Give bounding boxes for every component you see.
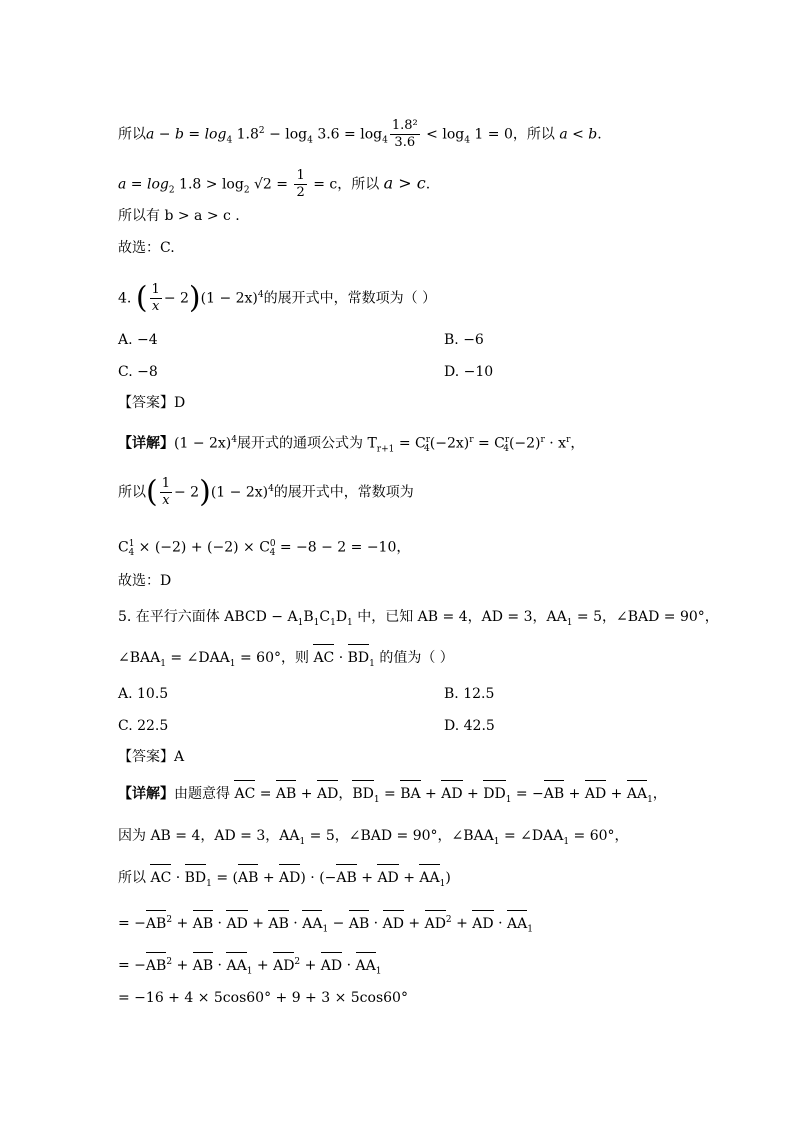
fraction: $\frac{\text{1.8²}}{3.6}$ — [391, 118, 418, 150]
q5-answer: 【答案】A — [118, 749, 185, 765]
solution-line-1: 所以$a - b = \log_4 1.8^2 - \log_4 3.6 = \log_4$ $\frac{\text{1.8²}}{3.6}$ < $\log_4 1 = 0$，所以 a < b. — [118, 118, 602, 150]
question-5-line-2: $\angle BAA_1$ = $\angle DAA_1 = 60^\circ$，则 AC · $BD_1$ 的值为（ ） — [118, 650, 454, 669]
q4-option-a: A. −4 — [118, 332, 158, 348]
q4-detail-1: 【详解】$(1 - 2x)^4$展开式的通项公式为 $T_{r+1} = C^r_4(-2x)^r = C^r_4(-2)^r \cdot x^r$， — [118, 435, 585, 455]
q5-option-b: B. 12.5 — [444, 686, 495, 702]
fraction: $\frac{1}{x}$ — [151, 282, 160, 314]
q4-option-c: C. −8 — [118, 364, 158, 380]
question-5-line-1: 5. 在平行六面体 ABCD − $A_1B_1C_1D_1$ 中，已知 AB = 4，AD = 3，$AA_1 = 5$，∠BAD = 90°， — [118, 609, 719, 628]
q4-detail-2: 所以( $\frac{1}{x}$ − $2)(1 - 2x)^4$的展开式中，常数项为 — [118, 474, 414, 510]
q5-option-d: D. 42.5 — [444, 718, 495, 734]
q4-detail-4: 故选：D — [118, 573, 172, 589]
q4-detail-3: $C^1_4 \times (-2) + (-2) \times C^0_4 = -8 - 2 = -10$， — [118, 539, 411, 559]
q5-detail-3: 所以 AC · $BD_1 = (AB + AD) \cdot (-AB$ + AD + $AA_1$) — [118, 870, 451, 889]
fraction: $\frac{1}{x}$ — [161, 476, 170, 508]
q5-detail-2: 因为 AB = 4，AD = 3，$AA_1 = 5$，∠BAD = 90°，$\angle BAA_1$ = $\angle DAA_1 = 60^\circ$， — [118, 828, 629, 847]
q4-option-d: D. −10 — [444, 364, 494, 380]
q5-detail-6: = −16 + 4 × 5cos60° + 9 + 3 × 5cos60° — [118, 990, 408, 1006]
solution-line-3: 所以有 b > a > c . — [118, 208, 240, 224]
q4-answer: 【答案】D — [118, 395, 186, 411]
solution-line-4: 故选：C. — [118, 240, 175, 256]
q5-detail-5: = $-AB^2$ + AB · $AA_1 + AD^2$ + AD · $AA_1$ — [118, 957, 382, 977]
q4-option-b: B. −6 — [444, 332, 484, 348]
solution-line-2: $a = \log_2 1.8 > \log_2 √2$ = $\frac{1}{2}$ = c，所以 a > c. — [118, 168, 431, 200]
q5-option-a: A. 10.5 — [118, 686, 169, 702]
fraction: $\frac{1}{2}$ — [296, 168, 305, 200]
q5-detail-1: 【详解】由题意得 AC = AB + AD，$BD_1$ = BA + AD + $DD_1 = -AB$ + AD + $AA_1$， — [118, 786, 667, 805]
question-4: 4. ( $\frac{1}{x}$ − $2)(1 - 2x)^4$的展开式中，常数项为（ ） — [118, 280, 437, 316]
q5-option-c: C. 22.5 — [118, 718, 169, 734]
q5-detail-4: = $-AB^2$ + AB · AD + AB · $AA_1$ − AB · AD + $AD^2$ + AD · $AA_1$ — [118, 915, 533, 935]
